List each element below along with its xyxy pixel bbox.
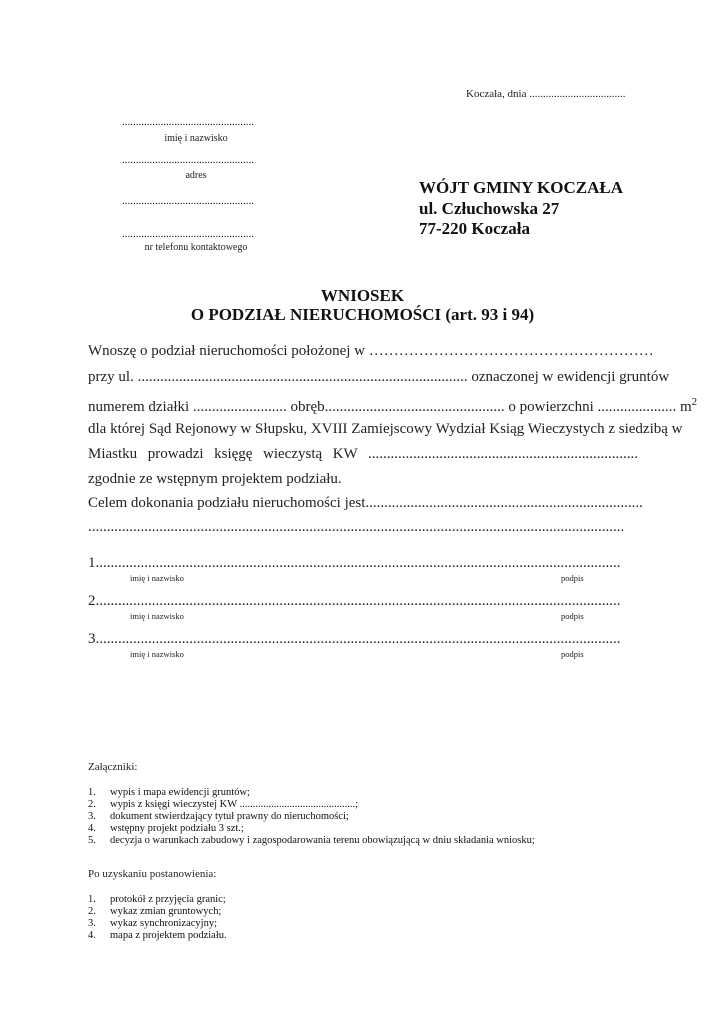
signature-sign-label-2: podpis xyxy=(561,611,584,621)
list-item-number: 3. xyxy=(88,918,96,929)
recipient-street: ul. Człuchowska 27 xyxy=(419,199,560,218)
signature-number-1: 1. xyxy=(88,555,100,571)
body-line-street: przy ul. ........................................................................................ oznaczonej w ewidencji gruntów xyxy=(88,369,670,385)
list-item-text: wypis z księgi wieczystej KW ............................................; xyxy=(110,799,358,810)
signature-number-2: 2. xyxy=(88,593,100,609)
list-item xyxy=(88,823,648,835)
signature-dots-2: ........................................................................................................................................... xyxy=(99,593,621,609)
body-line-kw: Miastku prowadzi księgę wieczystą KW ........................................................................ xyxy=(88,446,638,462)
body-line-project: zgodnie ze wstępnym projektem podziału. xyxy=(88,471,342,487)
list-item-number: 1. xyxy=(88,787,96,798)
signature-sign-label-1: podpis xyxy=(561,573,584,583)
after-decision-list xyxy=(88,894,648,942)
applicant-phone-line: ................................................ xyxy=(122,228,254,240)
form-heading-line-2: O PODZIAŁ NIERUCHOMOŚCI (art. 93 i 94) xyxy=(190,305,535,324)
list-item xyxy=(88,835,648,847)
signature-sign-label-3: podpis xyxy=(561,649,584,659)
list-item xyxy=(88,799,648,811)
list-item xyxy=(88,811,648,823)
area-unit-superscript: 2 xyxy=(691,396,698,408)
list-item xyxy=(88,918,648,930)
list-item-number: 3. xyxy=(88,811,96,822)
list-item-number: 4. xyxy=(88,930,96,941)
signature-name-label-1: imię i nazwisko xyxy=(130,573,184,583)
body-line-court: dla której Sąd Rejonowy w Słupsku, XVIII Zamiejscowy Wydział Ksiąg Wieczystych z siedzibą w xyxy=(88,421,683,437)
signature-name-label-2: imię i nazwisko xyxy=(130,611,184,621)
list-item-text: dokument stwierdzający tytuł prawny do nieruchomości; xyxy=(110,811,349,822)
signature-line-1 xyxy=(88,555,621,572)
list-item-number: 1. xyxy=(88,894,96,905)
signature-name-label-3: imię i nazwisko xyxy=(130,649,184,659)
list-item-text: wstępny projekt podziału 3 szt.; xyxy=(110,823,244,834)
after-decision-title: Po uzyskaniu postanowienia: xyxy=(88,868,217,880)
list-item-text: mapa z projektem podziału. xyxy=(110,930,227,941)
list-item-text: wykaz synchronizacyjny; xyxy=(110,918,218,929)
applicant-phone-label: nr telefonu kontaktowego xyxy=(144,242,248,253)
signature-number-3: 3. xyxy=(88,631,100,647)
body-line-parcel-text: numerem działki ......................... obręb................................................ o powierzchni ..................... m xyxy=(88,399,692,415)
attachments-title: Załączniki: xyxy=(88,761,138,773)
list-item-number: 2. xyxy=(88,799,96,810)
list-item-text: wykaz zmian gruntowych; xyxy=(110,906,222,917)
applicant-address-line: ................................................ xyxy=(122,154,254,166)
list-item-number: 4. xyxy=(88,823,96,834)
signature-line-2 xyxy=(88,593,621,610)
body-line-location: Wnoszę o podział nieruchomości położonej w ………………………………………………… xyxy=(88,343,654,359)
attachments-list xyxy=(88,787,648,847)
signature-dots-3: ........................................................................................................................................... xyxy=(99,631,621,647)
signature-dots-1: ........................................................................................................................................... xyxy=(99,555,621,571)
body-line-parcel xyxy=(88,396,698,416)
body-line-purpose: Celem dokonania podziału nieruchomości jest.......................................................................... xyxy=(88,495,643,511)
list-item xyxy=(88,930,648,942)
list-item xyxy=(88,894,648,906)
applicant-address-label: adres xyxy=(185,170,207,181)
list-item-text: protokół z przyjęcia granic; xyxy=(110,894,226,905)
form-heading-line-1: WNIOSEK xyxy=(320,286,405,305)
list-item xyxy=(88,906,648,918)
body-line-purpose-continued: ............................................................................................................................................... xyxy=(88,519,625,535)
signature-line-3 xyxy=(88,631,621,648)
list-item-text: wypis i mapa ewidencji gruntów; xyxy=(110,787,250,798)
applicant-name-label: imię i nazwisko xyxy=(164,133,228,144)
list-item xyxy=(88,787,648,799)
list-item-number: 2. xyxy=(88,906,96,917)
list-item-number: 5. xyxy=(88,835,96,846)
applicant-address-line-2: ................................................ xyxy=(122,195,254,207)
place-date: Koczała, dnia ................................... xyxy=(466,88,626,100)
recipient-city: 77-220 Koczała xyxy=(419,219,530,238)
recipient-title: WÓJT GMINY KOCZAŁA xyxy=(419,178,624,197)
applicant-name-line: ................................................ xyxy=(122,116,254,128)
list-item-text: decyzja o warunkach zabudowy i zagospodarowania terenu obowiązującą w dniu składania wniosku; xyxy=(110,835,535,846)
